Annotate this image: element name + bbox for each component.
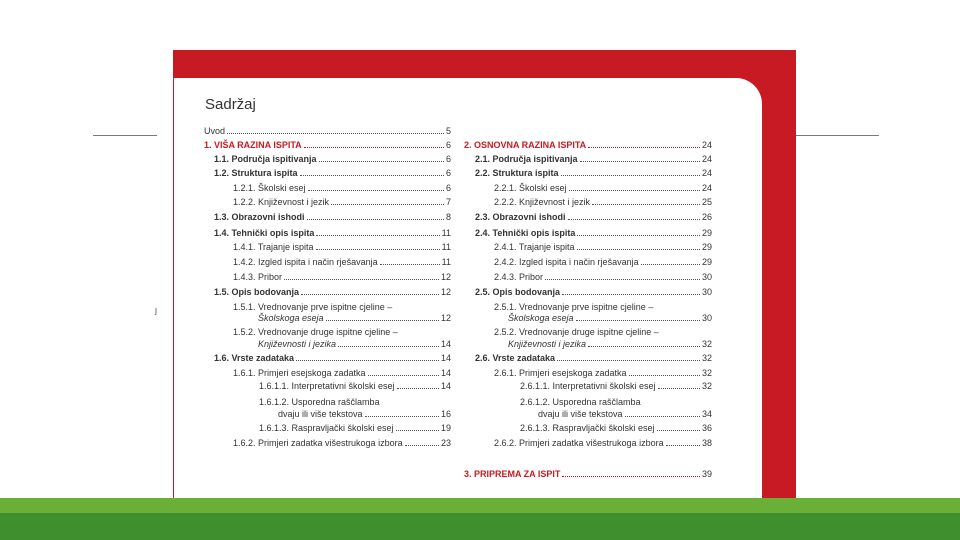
toc-entry-title: 1.6. Vrste zadataka <box>214 353 295 363</box>
side-mark: ȷ <box>155 305 157 315</box>
toc-leader-dots <box>666 445 700 446</box>
toc-entry-title: 1.2. Struktura ispita <box>214 168 298 178</box>
toc-page-number: 24 <box>701 154 712 164</box>
toc-leader-dots <box>576 320 700 321</box>
toc-leader-dots <box>326 320 439 321</box>
toc-entry-title: 2.6. Vrste zadataka <box>475 353 556 363</box>
toc-leader-dots <box>307 219 444 220</box>
toc-leader-dots <box>562 294 700 295</box>
toc-leader-dots <box>380 264 440 265</box>
toc-entry <box>278 409 451 420</box>
toc-page-number: 39 <box>701 469 712 479</box>
toc-entry-title: 2.4. Tehnički opis ispita <box>475 228 576 238</box>
toc-leader-dots <box>545 279 700 280</box>
toc-entry <box>494 272 712 283</box>
toc-leader-dots <box>300 175 444 176</box>
toc-entry <box>475 154 712 165</box>
toc-entry <box>233 183 451 194</box>
toc-entry <box>233 302 392 313</box>
toc-entry-title: 1.2.1. Školski esej <box>233 183 306 193</box>
toc-entry-title: 2.3. Obrazovni ishodi <box>475 212 566 222</box>
toc-page-number: 30 <box>701 313 712 323</box>
toc-entry-title: 1.2.2. Književnost i jezik <box>233 197 330 207</box>
toc-entry-title: 2.6.1. Primjeri esejskoga zadatka <box>494 368 627 378</box>
toc-entry-title: 2.1. Područja ispitivanja <box>475 154 578 164</box>
toc-entry <box>494 368 712 379</box>
toc-entry <box>259 397 380 408</box>
toc-leader-dots <box>580 161 700 162</box>
toc-entry <box>204 140 451 151</box>
toc-entry-title: Uvod <box>204 126 226 136</box>
toc-entry-title: 2. OSNOVNA RAZINA ISPITA <box>464 140 587 150</box>
toc-page-number: 14 <box>440 368 451 378</box>
toc-page-number: 29 <box>701 228 712 238</box>
toc-leader-dots <box>568 219 700 220</box>
toc-page-number: 6 <box>445 168 451 178</box>
toc-leader-dots <box>405 445 439 446</box>
toc-entry <box>520 381 712 392</box>
toc-entry-title: 1.4.3. Pribor <box>233 272 283 282</box>
toc-entry-title: 1.4.2. Izgled ispita i način rješavanja <box>233 257 378 267</box>
toc-entry-title: 2.5.2. Vrednovanje druge ispitne cjeline – <box>494 327 659 337</box>
toc-entry <box>214 287 451 298</box>
toc-entry-title: dvaju ili više tekstova <box>538 409 623 419</box>
toc-entry-title: 1.6.2. Primjeri zadatka višestrukoga izbora <box>233 438 403 448</box>
toc-entry-title: 2.2.2. Književnost i jezik <box>494 197 591 207</box>
toc-entry <box>520 423 712 434</box>
toc-entry <box>475 287 712 298</box>
toc-leader-dots <box>592 204 700 205</box>
toc-entry-title: 1.4.1. Trajanje ispita <box>233 242 314 252</box>
toc-page-number: 11 <box>441 257 451 267</box>
toc-entry <box>508 313 712 324</box>
toc-leader-dots <box>625 416 700 417</box>
toc-entry-title: 2.2. Struktura ispita <box>475 168 559 178</box>
toc-leader-dots <box>577 235 700 236</box>
toc-page-number: 14 <box>440 381 451 391</box>
page-number: 3 <box>735 81 741 92</box>
toc-leader-dots <box>304 147 444 148</box>
toc-page-number: 24 <box>701 168 712 178</box>
toc-page-number: 8 <box>445 212 451 222</box>
toc-entry-title: 1.5. Opis bodovanja <box>214 287 300 297</box>
toc-leader-dots <box>396 430 439 431</box>
toc-entry <box>204 126 451 137</box>
toc-entry-title: 1.6.1. Primjeri esejskoga zadatka <box>233 368 366 378</box>
toc-entry <box>233 257 451 268</box>
toc-entry <box>520 397 641 408</box>
toc-entry-title: 2.4.2. Izgled ispita i način rješavanja <box>494 257 639 267</box>
toc-page-number: 19 <box>440 423 451 433</box>
toc-entry <box>258 339 451 350</box>
toc-page-number: 32 <box>701 368 712 378</box>
toc-page-number: 32 <box>701 353 712 363</box>
toc-leader-dots <box>561 175 700 176</box>
toc-page-number: 30 <box>701 287 712 297</box>
toc-leader-dots <box>557 360 700 361</box>
toc-leader-dots <box>331 204 444 205</box>
toc-entry <box>494 242 712 253</box>
toc-entry-title: 1.4. Tehnički opis ispita <box>214 228 315 238</box>
toc-entry <box>233 242 451 253</box>
toc-page-number: 32 <box>701 339 712 349</box>
toc-entry <box>475 228 712 239</box>
toc-leader-dots <box>657 430 700 431</box>
toc-leader-dots <box>319 161 444 162</box>
toc-leader-dots <box>338 346 439 347</box>
toc-entry <box>494 327 659 338</box>
toc-leader-dots <box>562 476 700 477</box>
right-divider-line <box>796 135 879 136</box>
toc-leader-dots <box>227 133 444 134</box>
toc-entry <box>214 353 451 364</box>
toc-page-number: 30 <box>701 272 712 282</box>
left-divider-line <box>93 135 157 136</box>
toc-entry-title: 1.1. Područja ispitivanja <box>214 154 317 164</box>
toc-page-number: 23 <box>440 438 451 448</box>
toc-page-number: 29 <box>701 242 712 252</box>
toc-entry-title: 1.6.1.2. Usporedna raščlamba <box>259 397 380 407</box>
toc-page-number: 29 <box>701 257 712 267</box>
toc-page-number: 7 <box>445 197 451 207</box>
toc-page-number: 36 <box>701 423 712 433</box>
toc-entry-title: Školskoga eseja <box>258 313 324 323</box>
toc-entry-title: 1.5.2. Vrednovanje druge ispitne cjeline – <box>233 327 398 337</box>
toc-entry <box>233 197 451 208</box>
toc-page-number: 12 <box>440 313 451 323</box>
toc-entry-title: 2.4.3. Pribor <box>494 272 544 282</box>
toc-entry-title: 2.6.1.1. Interpretativni školski esej <box>520 381 656 391</box>
toc-page-number: 26 <box>701 212 712 222</box>
toc-entry <box>475 353 712 364</box>
toc-leader-dots <box>577 249 700 250</box>
toc-entry-title: 1.5.1. Vrednovanje prve ispitne cjeline – <box>233 302 393 312</box>
toc-entry-title: 2.5. Opis bodovanja <box>475 287 561 297</box>
toc-entry-title: Književnosti i jezika <box>258 339 337 349</box>
toc-entry <box>538 409 712 420</box>
toc-leader-dots <box>629 375 700 376</box>
toc-entry <box>214 212 451 223</box>
toc-entry-title: 2.4.1. Trajanje ispita <box>494 242 575 252</box>
toc-entry <box>494 302 653 313</box>
footer-bar-light <box>0 498 960 513</box>
toc-page-number: 34 <box>701 409 712 419</box>
toc-entry-title: 2.6.2. Primjeri zadatka višestrukoga izbora <box>494 438 664 448</box>
toc-leader-dots <box>301 294 439 295</box>
toc-page-number: 6 <box>445 183 451 193</box>
toc-page-number: 11 <box>441 242 451 252</box>
page-title: Sadržaj <box>205 96 256 113</box>
toc-entry <box>508 339 712 350</box>
toc-entry <box>494 257 712 268</box>
toc-entry <box>494 438 712 449</box>
toc-entry <box>494 183 712 194</box>
toc-entry <box>475 212 712 223</box>
toc-leader-dots <box>316 235 439 236</box>
toc-entry-title: 1.6.1.1. Interpretativni školski esej <box>259 381 395 391</box>
toc-page-number: 6 <box>445 140 451 150</box>
toc-leader-dots <box>308 190 444 191</box>
toc-entry <box>475 168 712 179</box>
toc-page-number: 24 <box>701 140 712 150</box>
toc-entry <box>258 313 451 324</box>
toc-entry-title: 3. PRIPREMA ZA ISPIT <box>464 469 561 479</box>
footer-bar-dark <box>0 513 960 540</box>
toc-leader-dots <box>588 346 700 347</box>
toc-page-number: 5 <box>445 126 451 136</box>
toc-leader-dots <box>368 375 439 376</box>
toc-page-number: 12 <box>440 272 451 282</box>
toc-leader-dots <box>284 279 439 280</box>
toc-leader-dots <box>365 416 439 417</box>
toc-entry <box>259 381 451 392</box>
toc-entry <box>233 327 398 338</box>
toc-entry <box>214 228 451 239</box>
toc-entry-title: 2.6.1.3. Raspravljački školski esej <box>520 423 655 433</box>
toc-entry-title: Književnosti i jezika <box>508 339 587 349</box>
toc-entry-title: dvaju ili više tekstova <box>278 409 363 419</box>
toc-entry <box>464 140 712 151</box>
toc-entry <box>214 154 451 165</box>
toc-entry-title: 1. VIŠA RAZINA ISPITA <box>204 140 302 150</box>
toc-entry-title: 2.2.1. Školski esej <box>494 183 567 193</box>
toc-entry-title: 1.3. Obrazovni ishodi <box>214 212 305 222</box>
toc-entry-title: 1.6.1.3. Raspravljački školski esej <box>259 423 394 433</box>
toc-page-number: 38 <box>701 438 712 448</box>
toc-entry <box>494 197 712 208</box>
toc-page-number: 24 <box>701 183 712 193</box>
toc-entry <box>259 423 451 434</box>
toc-entry <box>233 438 451 449</box>
toc-entry-title: Školskoga eseja <box>508 313 574 323</box>
toc-page-number: 25 <box>701 197 712 207</box>
toc-page-number: 6 <box>445 154 451 164</box>
toc-entry-title: 2.5.1. Vrednovanje prve ispitne cjeline – <box>494 302 654 312</box>
toc-entry <box>214 168 451 179</box>
toc-page-number: 12 <box>440 287 451 297</box>
toc-leader-dots <box>588 147 700 148</box>
toc-leader-dots <box>316 249 440 250</box>
toc-entry-title: 2.6.1.2. Usporedna raščlamba <box>520 397 641 407</box>
toc-page-number: 14 <box>440 353 451 363</box>
toc-entry <box>233 368 451 379</box>
toc-entry <box>233 272 451 283</box>
toc-leader-dots <box>296 360 439 361</box>
toc-leader-dots <box>658 388 700 389</box>
toc-leader-dots <box>569 190 700 191</box>
toc-page-number: 16 <box>440 409 451 419</box>
toc-leader-dots <box>641 264 700 265</box>
toc-page-number: 11 <box>441 228 451 238</box>
toc-page-number: 32 <box>701 381 712 391</box>
toc-page-number: 14 <box>440 339 451 349</box>
toc-entry <box>464 469 712 480</box>
toc-leader-dots <box>397 388 439 389</box>
